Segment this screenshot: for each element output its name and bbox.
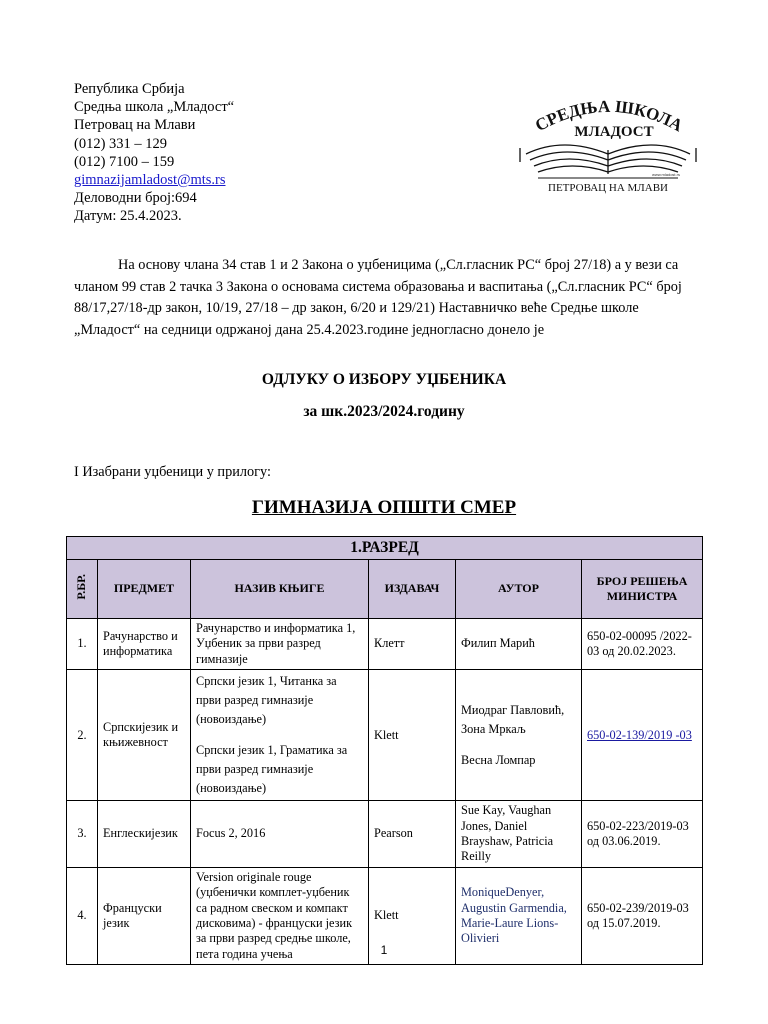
row-decision: 650-02-223/2019-03 од 03.06.2019. xyxy=(582,801,703,868)
header-phone-2: (012) 7100 – 159 xyxy=(74,153,175,170)
row-book-cell xyxy=(191,670,369,801)
row-book-2: Српски језик 1, Граматика за први разред гимназије (новоиздање) xyxy=(196,743,348,796)
logo-arc-text: СРЕДЊА ШКОЛА xyxy=(531,96,686,136)
section-label: I Изабрани уџбеници у прилогу: xyxy=(74,464,271,480)
row-book: Focus 2, 2016 xyxy=(191,801,369,868)
table-header-row xyxy=(67,560,703,619)
row-number: 1. xyxy=(67,619,98,670)
row-decision xyxy=(582,670,703,801)
row-author: Филип Марић xyxy=(456,619,582,670)
logo-web: www.mladost.rs xyxy=(651,172,680,177)
row-subject: Енглескијезик xyxy=(98,801,191,868)
school-header xyxy=(74,80,234,226)
row-publisher: Pearson xyxy=(369,801,456,868)
row-publisher: Klett xyxy=(369,867,456,964)
row-author-2: Весна Ломпар xyxy=(461,752,536,767)
decision-subtitle: за шк.2023/2024.годину xyxy=(303,403,465,420)
decision-title: ОДЛУКУ О ИЗБОРУ УЏБЕНИКА xyxy=(261,371,507,388)
open-book-icon xyxy=(520,145,696,174)
row-author-cell xyxy=(456,670,582,801)
row-subject: Српскијезик и књижевност xyxy=(98,670,191,801)
col-header-publisher: ИЗДАВАЧ xyxy=(369,560,456,619)
grade-row xyxy=(67,537,703,560)
logo-name: МЛАДОСТ xyxy=(574,124,654,140)
header-email-link[interactable]: gimnazijamladost@mts.rs xyxy=(74,172,226,189)
table-row xyxy=(67,619,703,670)
col-header-decision: БРОЈ РЕШЕЊА МИНИСТРА xyxy=(582,560,703,619)
row-number: 3. xyxy=(67,801,98,868)
header-phone-1: (012) 331 – 129 xyxy=(74,135,168,152)
row-author: Sue Kay, Vaughan Jones, Daniel Brayshaw, Patricia Reilly xyxy=(456,801,582,868)
table-row xyxy=(67,801,703,868)
row-publisher: Klett xyxy=(369,670,456,801)
textbook-table xyxy=(66,536,703,965)
header-country: Република Србија xyxy=(74,81,185,97)
header-reference-number: Деловодни број:694 xyxy=(74,190,197,207)
table-row xyxy=(67,670,703,801)
grade-label: 1.РАЗРЕД xyxy=(67,537,703,560)
col-header-book: НАЗИВ КЊИГЕ xyxy=(191,560,369,619)
row-number: 2. xyxy=(67,670,98,801)
row-number: 4. xyxy=(67,867,98,964)
header-city: Петровац на Млави xyxy=(74,117,196,134)
decision-link[interactable]: 650-02-139/2019 -03 xyxy=(587,727,692,742)
row-author: Миодраг Павловић, Зона Мркаљ xyxy=(461,702,565,736)
header-date: Датум: 25.4.2023. xyxy=(74,208,182,225)
col-header-subject: ПРЕДМЕТ xyxy=(98,560,191,619)
row-book: Version originale rouge (уџбенички комплет-уџбеник са радном свеском и компакт дисковима) - француски језик за први разред средње школе, пета година учења xyxy=(191,867,369,964)
row-book: Рачунарство и информатика 1, Уџбеник за први разред гимназије xyxy=(191,619,369,670)
col-header-author: АУТОР xyxy=(456,560,582,619)
row-subject: Француски језик xyxy=(98,867,191,964)
row-book: Српски језик 1, Читанка за први разред гимназије (новоиздање) xyxy=(196,674,337,727)
col-header-num: Р.БР. xyxy=(67,560,98,619)
school-logo xyxy=(518,92,698,196)
row-subject: Рачунарство и информатика xyxy=(98,619,191,670)
program-heading: ГИМНАЗИЈА ОПШТИ СМЕР xyxy=(251,497,517,518)
row-publisher: Клетт xyxy=(369,619,456,670)
logo-place: ПЕТРОВАЦ НА МЛАВИ xyxy=(548,182,668,194)
header-school-name: Средња школа „Младост“ xyxy=(74,99,235,116)
row-decision: 650-02-239/2019-03 од 15.07.2019. xyxy=(582,867,703,964)
row-decision: 650-02-00095 /2022-03 од 20.02.2023. xyxy=(582,619,703,670)
intro-paragraph: На основу члана 34 став 1 и 2 Закона о уџбеницима („Сл.гласник РС“ број 27/18) а у вези са чланом 99 став 2 тачка 3 Закона о основама система образовања и васпитања („Сл.гласник РС“ број 88/17,27/18-др закон, 10/19, 27/18 – др закон, 6/20 и 129/21) Наставничко веће Средње школе „Младост“ на седници одржаној дана 25.4.2023.године једногласно донело је xyxy=(74,257,682,338)
row-author: MoniqueDenyer, Augustin Garmendia, Marie-Laure Lions-Olivieri xyxy=(456,867,582,964)
page-number: 1 xyxy=(380,943,388,957)
